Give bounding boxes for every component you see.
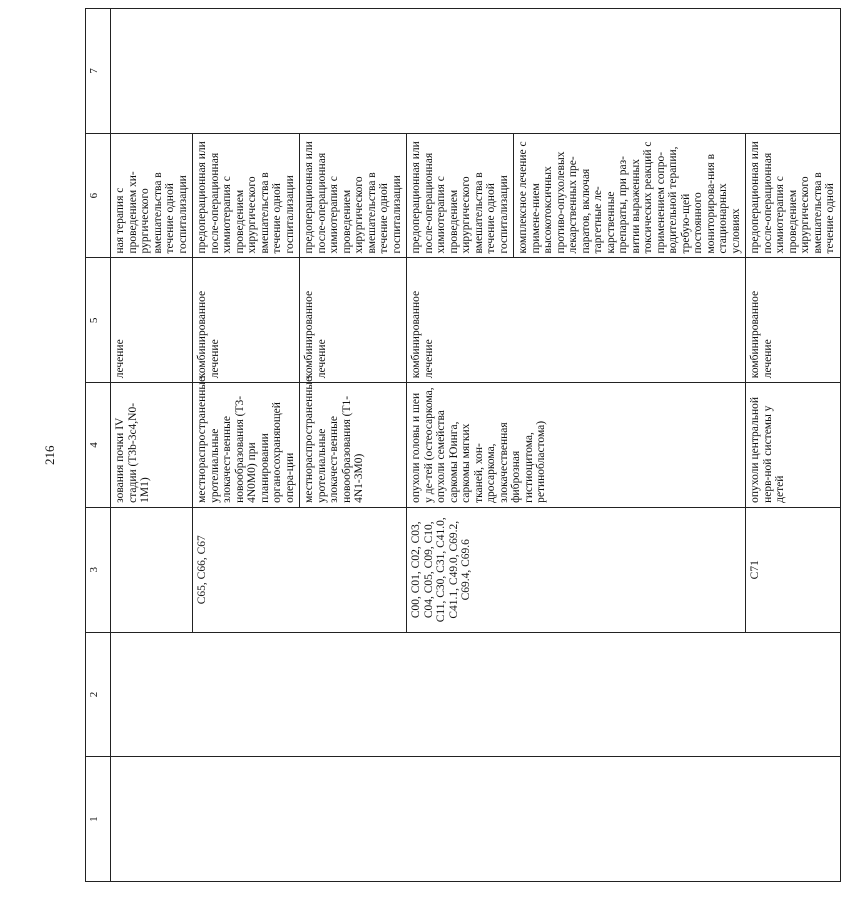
cell-diagnosis: зования почки IV стадии (T3b-3c4,N0-1M1) xyxy=(111,383,193,508)
cell-treatment-type: комбинированное лечение xyxy=(193,258,300,383)
cell-treatment-type: лечение xyxy=(111,258,193,383)
cell-method: комплексное лечение с примене-нием высокотоксичных противо-опухолевых лекарственных пре-паратов, включая таргетные ле-карственные препараты, при раз-витии выраженных токсических реакций с применением сопро-водительной терапии, требую-щей постоянного мониторирова-ния в стационарных условиях xyxy=(514,133,746,258)
cell-method: предоперационная или после-операционная химиотерапия с проведением хирургического вмешательства в течение одной госпитализации xyxy=(407,133,514,258)
header-row xyxy=(86,9,111,882)
header-col-7: 7 xyxy=(86,9,111,134)
cell-method: ная терапия с проведением хи-рургического вмешательства в течение одной госпитализации xyxy=(111,133,193,258)
table-row xyxy=(111,9,193,882)
cell-method: предоперационная или после-операционная химиотерапия с проведением хирургического вмешательства в течение одной госпитализации xyxy=(300,133,407,258)
cell-diagnosis: местнораспространенные уротелиальные злокачест-венные новообразования (T1-4N1-3M0) xyxy=(300,383,407,508)
cell-col-7 xyxy=(111,9,841,134)
cell-codes: C65, C66, C67 xyxy=(193,507,407,632)
cell-treatment-type: комбинированное лечение xyxy=(407,258,746,383)
header-col-5: 5 xyxy=(86,258,111,383)
cell-treatment-type: комбинированное лечение xyxy=(746,258,841,383)
header-col-6: 6 xyxy=(86,133,111,258)
page-number: 216 xyxy=(42,445,57,465)
cell-diagnosis: опухоли центральной нерв-ной системы у детей xyxy=(746,383,841,508)
medical-care-table xyxy=(85,8,841,882)
header-col-4: 4 xyxy=(86,383,111,508)
cell-diagnosis: местнораспространенные уротелиальные злокачест-венные новообразования (T3-4N0M0) при планировании органосохраняющей опера-ции xyxy=(193,383,300,508)
header-col-3: 3 xyxy=(86,507,111,632)
cell-codes: C71 xyxy=(746,507,841,632)
header-col-1: 1 xyxy=(86,757,111,882)
cell-col-1 xyxy=(111,757,841,882)
header-col-2: 2 xyxy=(86,632,111,757)
cell-diagnosis: опухоли головы и шеи у де-тей (остеосаркома, опухоли семейства саркомы Юинга, саркомы мягких тканей, хон-дросаркома, злокачественная фиброзная гистиоцитома, ретинобластома) xyxy=(407,383,746,508)
cell-treatment-type: комбинированное лечение xyxy=(300,258,407,383)
cell-codes: C00, C01, C02, C03, C04, C05, C09, C10, C11, C30, C31, C41.0, C41.1, C49.0, C69.2, C69.4, C69.6 xyxy=(407,507,746,632)
cell-col-2 xyxy=(111,632,841,757)
cell-codes xyxy=(111,507,193,632)
cell-method: предоперационная или после-операционная химиотерапия с проведением хирургического вмешательства в течение одной госпитализации xyxy=(193,133,300,258)
cell-method: предоперационная или после-операционная химиотерапия с проведением хирургического вмешательства в течение одной xyxy=(746,133,841,258)
